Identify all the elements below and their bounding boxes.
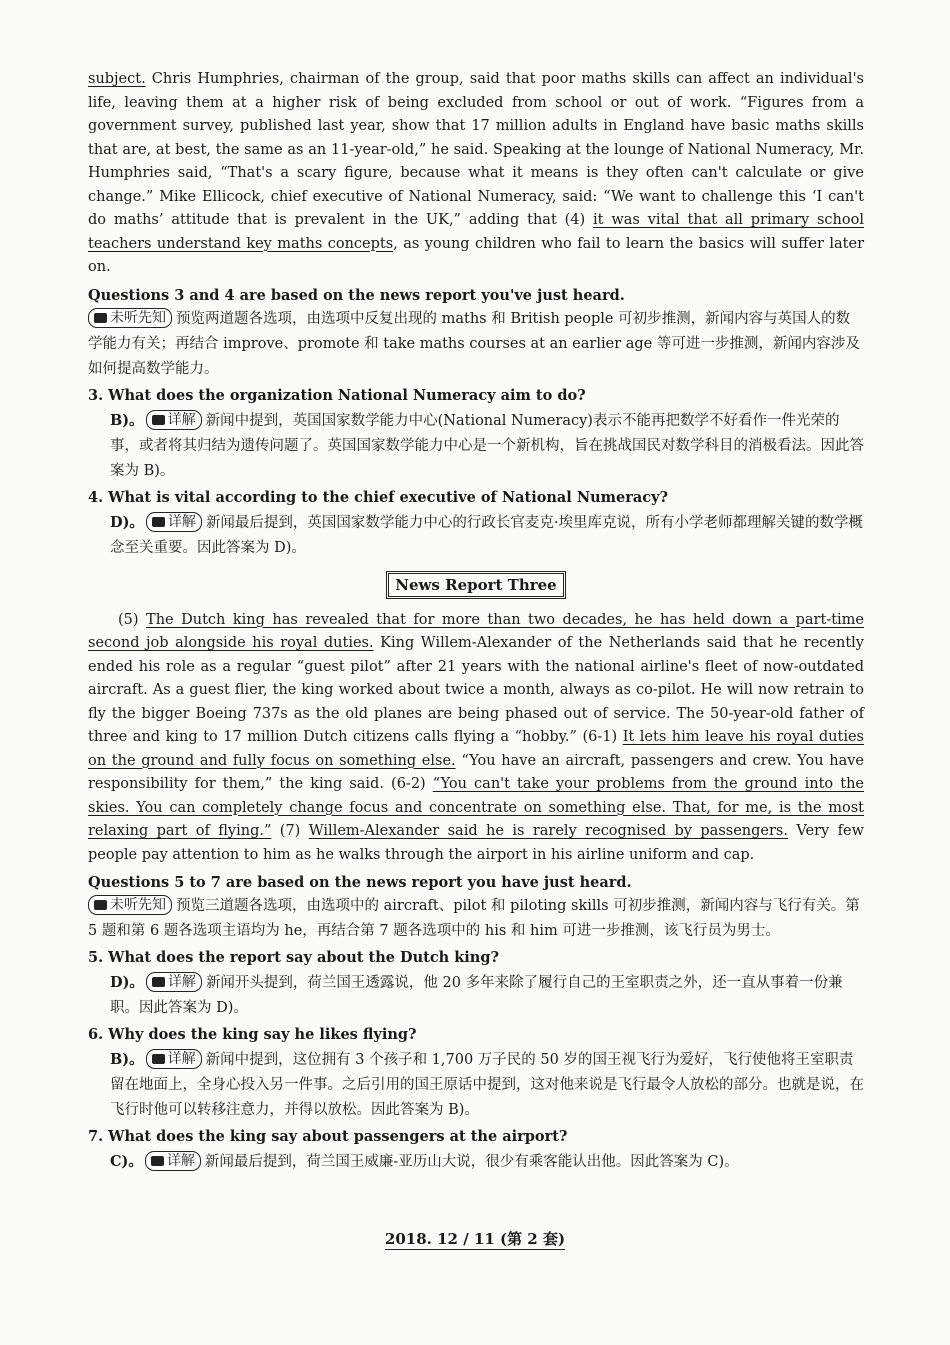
detail-tag-label: 详解 <box>167 411 196 428</box>
answer-6 <box>88 1047 864 1123</box>
footer-text: 2018. 12 / 11 (第 2 套) <box>384 1230 566 1248</box>
paragraph-text: “You have an aircraft, passengers and crew. You have responsibility for them,” the king said. (6-2) <box>88 752 864 792</box>
detail-tag-label: 详解 <box>167 1051 196 1067</box>
paragraph-text: (7) <box>271 823 309 839</box>
detail-tag-label: 详解 <box>167 513 196 530</box>
detail-tag <box>146 512 202 532</box>
answer-letter: D)。 <box>110 974 144 991</box>
folder-icon <box>151 1156 164 1166</box>
underlined-text: It lets him leave his royal duties on the ground and fully focus on something else. <box>88 729 864 769</box>
detail-tag <box>146 410 202 430</box>
folder-icon <box>152 977 165 987</box>
answer-letter: B)。 <box>110 1051 144 1068</box>
preview-text: 预览两道题各选项，由选项中反复出现的 maths 和 British people 可初步推测，新闻内容与英国人的数学能力有关；再结合 improve、promote 和 take maths courses at an earlier age 等可进一步推测，新闻内容涉及如何提高数学能力。 <box>88 310 860 377</box>
underlined-text: The Dutch king has revealed that for more than two decades, he has held down a part-time second job alongside his royal duties. <box>88 611 864 651</box>
answer-letter: C)。 <box>110 1153 143 1170</box>
preview-note <box>88 894 864 944</box>
page-footer <box>0 1228 950 1249</box>
folder-icon <box>152 415 165 425</box>
answer-7 <box>88 1149 864 1175</box>
paragraph-text: , as young children who fail to learn the basics will suffer later on. <box>88 235 864 275</box>
question-4: 4. What is vital according to the chief executive of National Numeracy? <box>88 488 669 506</box>
preview-tag <box>88 895 172 915</box>
folder-icon <box>152 517 165 527</box>
answer-letter: B)。 <box>110 411 144 429</box>
report-three-paragraph <box>88 609 864 868</box>
underlined-text: “You can't take your problems from the ground into the skies. You can completely change focus and concentrate on something else. That, for me, is the most relaxing part of flying.” <box>88 776 864 839</box>
section-title: News Report Three <box>386 571 565 599</box>
questions-3-4-heading: Questions 3 and 4 are based on the news report you've just heard. <box>88 286 625 304</box>
paragraph-text: Chris Humphries, chairman of the group, said that poor maths skills can affect an individual's life, leaving them at a higher risk of being excluded from school or out of work. “Figures from a government survey, published last year, show that 17 million adults in England have basic maths skills that are, at best, the same as an 11-year-old,” he said. Speaking at the lounge of National Numeracy, Mr. Humphries said, “That's a scary figure, because what it means is they often can't calculate or give change.” Mike Ellicock, chief executive of National Numeracy, said: “We want to challenge this ‘I can't do maths’ attitude that is prevalent in the UK,” adding that (4) <box>88 71 864 228</box>
answer-5 <box>88 970 864 1021</box>
explanation-text: 新闻中提到，这位拥有 3 个孩子和 1,700 万子民的 50 岁的国王视飞行为爱好，飞行使他将王室职责留在地面上，全身心投入另一件事。之后引用的国王原话中提到，这对他来说是飞行最令人放松的部分。也就是说，在飞行时他可以转移注意力，并得以放松。因此答案为 B)。 <box>110 1052 864 1118</box>
report-two-paragraph <box>88 68 864 280</box>
preview-tag-label: 未听先知 <box>110 897 166 913</box>
preview-note <box>88 307 864 382</box>
detail-tag <box>146 972 202 992</box>
answer-4 <box>88 510 864 561</box>
question-6: 6. Why does the king say he likes flying? <box>88 1026 417 1043</box>
underlined-text: subject. <box>88 71 146 87</box>
paragraph-text: King Willem-Alexander of the Netherlands said that he recently ended his role as a regular “guest pilot” after 21 years with the national airline's fleet of now-outdated aircraft. As a guest flier, the king worked about twice a month, always as co-pilot. He will now retrain to fly the bigger Boeing 737s as the old planes are being phased out of service. The 50-year-old father of three and king to 17 million Dutch citizens calls flying a “hobby.” (6-1) <box>88 635 865 745</box>
underlined-text: it was vital that all primary school teachers understand key maths concepts <box>88 212 864 252</box>
detail-tag <box>146 1049 202 1069</box>
paragraph-text: Very few people pay attention to him as he walks through the airport in his airline uniform and cap. <box>88 823 865 863</box>
question-5: 5. What does the report say about the Dutch king? <box>88 949 499 966</box>
explanation-text: 新闻中提到，英国国家数学能力中心(National Numeracy)表示不能再把数学不好看作一件光荣的事，或者将其归结为遗传问题了。英国国家数学能力中心是一个新机构，旨在挑战国民对数学科目的消极看法。因此答案为 B)。 <box>110 412 864 479</box>
answer-3 <box>88 408 864 484</box>
detail-tag-label: 详解 <box>166 1153 195 1169</box>
detail-tag-label: 详解 <box>167 974 196 990</box>
explanation-text: 新闻最后提到，荷兰国王威廉-亚历山大说，很少有乘客能认出他。因此答案为 C)。 <box>204 1154 739 1170</box>
preview-tag-label: 未听先知 <box>110 309 166 326</box>
answer-letter: D)。 <box>110 513 144 531</box>
preview-tag <box>88 308 172 328</box>
folder-icon <box>94 313 107 323</box>
underlined-text: Willem-Alexander said he is rarely recognised by passengers. <box>308 823 788 839</box>
questions-5-7-heading: Questions 5 to 7 are based on the news report you have just heard. <box>88 874 632 891</box>
preview-text: 预览三道题各选项，由选项中的 aircraft、pilot 和 piloting skills 可初步推测，新闻内容与飞行有关。第 5 题和第 6 题各选项主语均为 he，再结合第 7 题各选项中的 his 和 him 可进一步推测，该飞行员为男士。 <box>88 898 860 939</box>
explanation-text: 新闻开头提到，荷兰国王透露说，他 20 多年来除了履行自己的王室职责之外，还一直从事着一份兼职。因此答案为 D)。 <box>110 975 843 1016</box>
detail-tag <box>145 1151 201 1171</box>
paragraph-text: (5) <box>118 611 147 628</box>
question-3: 3. What does the organization National Numeracy aim to do? <box>88 386 586 404</box>
folder-icon <box>94 900 107 910</box>
explanation-text: 新闻最后提到，英国国家数学能力中心的行政长官麦克·埃里库克说，所有小学老师都理解关键的数学概念至关重要。因此答案为 D)。 <box>110 514 864 556</box>
folder-icon <box>152 1054 165 1064</box>
page-content <box>88 68 864 1175</box>
question-7: 7. What does the king say about passengers at the airport? <box>88 1128 568 1145</box>
section-title-wrap <box>88 571 864 599</box>
